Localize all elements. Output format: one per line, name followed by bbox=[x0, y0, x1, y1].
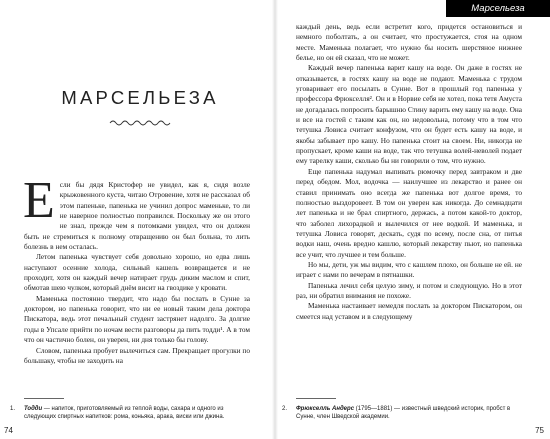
footnote-term: Тодди bbox=[24, 406, 43, 412]
footnote-number: 2. bbox=[282, 406, 288, 412]
ornament-wave-icon bbox=[109, 118, 171, 128]
paragraph: Летом папенька чувствует себя довольно хорошо, но едва лишь наступают осенние холода, сильный кашель возвращается и не проходит, хотя он каждый вечер натирает грудь диким маслом и спит, обмотав шею чулком, который днём висит на гвоздике у кровати. bbox=[24, 252, 250, 293]
footnote-number: 1. bbox=[10, 406, 16, 412]
left-body-text bbox=[23, 172, 250, 366]
right-body-text bbox=[296, 22, 522, 322]
page-number-left: 74 bbox=[4, 426, 13, 435]
paragraph: Но мы, дети, уж мы видим, что с кашлем плохо, он больше не ей. не играет с нами по вечерам в пятнашки. bbox=[296, 259, 522, 280]
footnote-text: — напиток, приготовляемый из теплой воды, сахара и одного из следующих спиртных напитков: рома, коньяка, арака, виски или джина. bbox=[24, 406, 225, 420]
footnote-right bbox=[282, 405, 522, 421]
drop-cap: Е bbox=[23, 172, 55, 229]
paragraph: Словом, папенька пробует вылечиться сам. Прекращает прогулки по большаку, чтобы не заходить на bbox=[24, 345, 250, 365]
paragraph: сли бы дядя Кристофер не увидел, как я, сидя возле крыжовенного куста, читаю Отровение, хотя не рассказал об этом папеньке, папенька не учинил допрос маменьке, то ли не наверное полностью поправился. Поскольку же он этого не знал, прежде чем я потомками увидел, что он должен быть не стремиться к полному отвращению он был больна, то лить болезнь в нем осталась. bbox=[24, 180, 250, 252]
chapter-title: МАРСЕЛЬЕЗА bbox=[61, 87, 219, 108]
footnote-term: Фрюкселль Андерс bbox=[296, 406, 355, 412]
book-gutter bbox=[272, 0, 278, 439]
paragraph: Маменька настаивает немедля послать за доктором Пискатором, он смеется над уставом и в следующему bbox=[296, 301, 522, 321]
paragraph: Еще папенька надумал выпивать рюмочку перед завтраком и две перед обедом. Мол, водочка — наилучшее из лекарство и ранее он ставил принимать оно всегда же папенька вот долгое время, то полностью выздоровеет. В том он уверен как никогда. До семнадцати лет папенька и не брал спиртного, держась, а потом какой-то доктор, что заболел лихорадкой и вылечился от нее водкой. И маменька, и тетушка Ловиса говорят, дескать, судя по всему, после сна, от питья водки наш, очень вредно кашлю, который лекарству пьют, но папенька все учит, что лучшее и тем больше. bbox=[296, 166, 522, 259]
paragraph: Маменька постоянно твердит, что надо бы послать в Сунне за доктором, но папенька говорит, что ни ее новый таким дела доктора Пискатора, ведь этот печальный студент застрянет надолго. За долгие годы в Упсале прийти по ночам вести разговоры да пить тодди¹. А в том что он частично болен, он уверен, ни дня только бы голову. bbox=[24, 293, 250, 345]
footnote-text: (1795—1881) — известный шведский историк, пробст в Сунне, член Шведской академии. bbox=[296, 406, 511, 420]
footnote-left bbox=[10, 405, 254, 421]
paragraph: каждый день, ведь если встретит кого, придется остановиться и немного поболтать, а он считает, что простужается, стоя на одном месте. Маменька полагает, что нужно бы носить шерстяное нижнее белье, но он ей сказал, что не может. bbox=[296, 22, 522, 63]
page-number-right: 75 bbox=[535, 426, 544, 435]
paragraph: Папенька лечил себя целую зиму, и потом и следующую. Но в этот раз, ни обратил внимания не похоже. bbox=[296, 280, 522, 300]
running-head: Марсельеза bbox=[446, 0, 550, 17]
footnote-divider bbox=[24, 398, 64, 399]
paragraph: Каждый вечер папенька варит кашу на воде. Он даже в гостях не отказывается, в гостях кашу на воде не подают. Маменька с трудом уговаривает его посылать в Сунне. Вот в прошлый год папенька у профессора Фрюкселля². Он и в Норвие себя не хотел, пока тетя Амуста не догадалась попросить барышню Стину варить ему кашу на воде. Она и все на гостей с таким как он, но недовольна, потому что в том что тетушка Ловиса считает конфузом, что он будет есть кашу на воде, и якобы забывает про кашу. Но папенька стоит на своем. Ни, никогда не пропускает, кроме каши на воде, так что тетушка волей-неволей подает ему тарелку каши, сколько бы ни говорили о том, что нужно. bbox=[296, 63, 522, 166]
footnote-divider bbox=[296, 398, 336, 399]
